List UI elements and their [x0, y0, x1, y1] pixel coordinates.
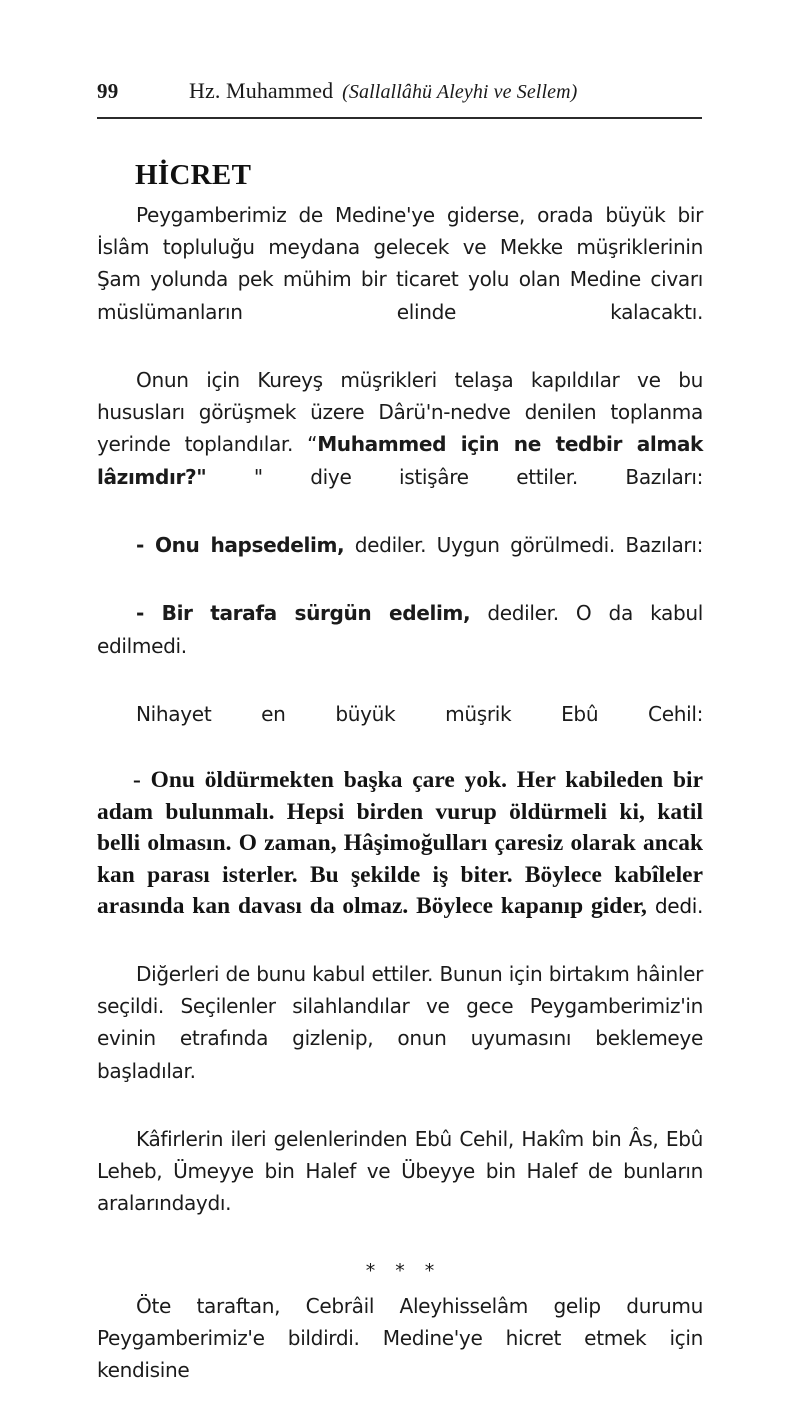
paragraph-abu-jahl-intro: Nihayet en büyük müşrik Ebû Cehil:: [136, 702, 703, 727]
dialogue-imprison-quote: - Onu hapsedelim,: [136, 533, 345, 558]
paragraph-gabriel: Öte taraftan, Cebrâil Aleyhisselâm gelip durumu Peygamberimiz'e bildirdi. Medine'ye hicret etmek için kendisine: [97, 1293, 703, 1383]
paragraph-council-quote: Muhammed için ne tedbir almak lâzımdır?": [97, 432, 703, 489]
header-divider-rule: [97, 117, 702, 119]
paragraph-intro: Peygamberimiz de Medine'ye giderse, orada büyük bir İslâm topluluğu meydana gelecek ve Mekke müşriklerinin Şam yolunda pek mühim bir ticaret yolu olan Medine civarı müslümanların elinde kalacaktı.: [97, 203, 703, 324]
dialogue-exile: [97, 597, 703, 694]
section-divider-asterisks: * * *: [365, 1259, 442, 1282]
page-number: 99: [97, 79, 119, 103]
page-title: HİCRET: [135, 159, 252, 191]
speech-abu-jahl-quote: - Onu öldürmekten başka çare yok. Her kabileden bir adam bulunmalı. Hepsi birden vurup öldürmeli ki, katil belli olmasın. O zaman, Hâşimoğulları çaresiz olarak ancak kan parası isterler. Bu şekilde iş biter. Böylece kabîleler arasında kan davası da olmaz. Böylece kapanıp gider,: [97, 767, 703, 920]
dialogue-imprison-tail: dediler. Uygun görülmedi. Bazıları:: [344, 533, 703, 558]
speech-abu-jahl: [97, 765, 703, 953]
paragraph-plot-agreed: Diğerleri de bunu kabul ettiler. Bunun için birtakım hâinler seçildi. Seçilenler silahlandılar ve gece Peygamberimiz'in evinin etrafında gizlenip, onun uyumasını beklemeye başladılar.: [97, 961, 703, 1083]
dialogue-exile-tail: dediler. O da kabul edilmedi.: [97, 601, 703, 658]
speech-abu-jahl-tail: dedi.: [646, 894, 703, 919]
dialogue-imprison: [97, 529, 703, 593]
running-head-honorific: (Sallallâhü Aleyhi ve Sellem): [342, 81, 578, 103]
running-head-title: Hz. Muhammed: [189, 78, 334, 103]
paragraph-council: [97, 364, 703, 525]
text-column: [97, 155, 703, 1419]
paragraph-conspirators: Kâfirlerin ileri gelenlerinden Ebû Cehil, Hakîm bin Âs, Ebû Leheb, Ümeyye bin Halef ve Übeyye bin Halef de bunların aralarındaydı.: [97, 1126, 703, 1216]
running-head: [97, 78, 702, 108]
dialogue-exile-quote: - Bir tarafa sürgün edelim,: [136, 601, 471, 626]
paragraph-council-lead: Onun için Kureyş müşrikleri telaşa kapıldılar ve bu hususları görüşmek üzere Dârü'n-nedve denilen toplanma yerinde toplandılar. “: [97, 368, 703, 457]
paragraph-council-tail: " diye istişâre ettiler. Bazıları:: [206, 464, 703, 489]
